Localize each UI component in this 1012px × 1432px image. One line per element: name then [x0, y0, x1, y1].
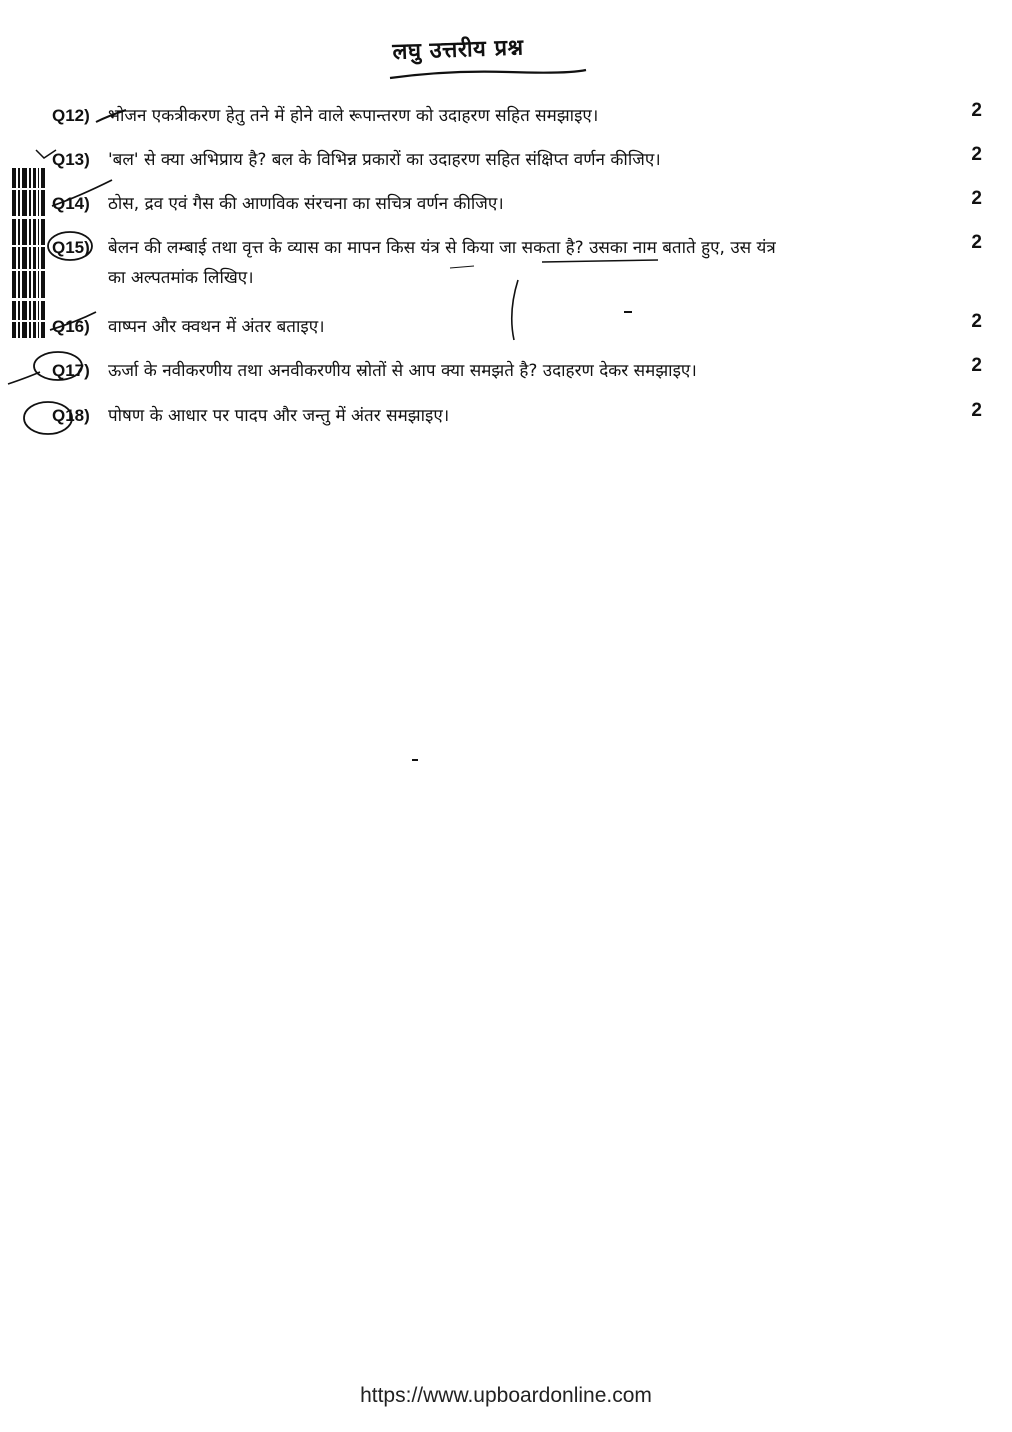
barcode-strip: [12, 168, 48, 338]
question-17: [52, 356, 932, 386]
question-marks: 2: [971, 232, 982, 253]
question-number: Q15): [52, 238, 90, 257]
question-16: [52, 312, 932, 342]
question-text: वाष्पन और क्वथन में अंतर बताइए।: [108, 317, 325, 337]
question-text: ऊर्जा के नवीकरणीय तथा अनवीकरणीय स्रोतों से आप क्या समझते है? उदाहरण देकर समझाइए।: [108, 361, 697, 381]
question-text: बेलन की लम्बाई तथा वृत्त के व्यास का मापन किस यंत्र से किया जा सकता है? उसका नाम बताते हुए, उस यंत्र: [108, 238, 776, 258]
question-number: Q13): [52, 150, 90, 169]
question-15: [52, 233, 932, 293]
question-text: पोषण के आधार पर पादप और जन्तु में अंतर समझाइए।: [108, 406, 450, 426]
question-number: Q14): [52, 194, 90, 213]
question-14: [52, 189, 932, 219]
question-12: [52, 101, 932, 131]
question-text: ठोस, द्रव एवं गैस की आणविक संरचना का सचित्र वर्णन कीजिए।: [108, 194, 504, 214]
question-marks: 2: [971, 188, 982, 209]
question-text-continued: का अल्पतमांक लिखिए।: [108, 268, 254, 288]
footer-url: https://www.upboardonline.com: [360, 1384, 652, 1407]
question-13: [52, 145, 932, 175]
question-text: भोजन एकत्रीकरण हेतु तने में होने वाले रूपान्तरण को उदाहरण सहित समझाइए।: [108, 106, 599, 126]
question-number: Q17): [52, 361, 90, 380]
question-number: Q18): [52, 406, 90, 425]
question-marks: 2: [971, 400, 982, 421]
section-title-underline: [388, 66, 588, 82]
section-title: लघु उत्तरीय प्रश्न: [392, 35, 524, 65]
question-18: [52, 401, 932, 431]
question-marks: 2: [971, 355, 982, 376]
question-number: Q12): [52, 106, 90, 125]
question-marks: 2: [971, 144, 982, 165]
question-marks: 2: [971, 100, 982, 121]
question-number: Q16): [52, 317, 90, 336]
question-text: 'बल' से क्या अभिप्राय है? बल के विभिन्न प्रकारों का उदाहरण सहित संक्षिप्त वर्णन कीजिए।: [108, 150, 661, 170]
question-marks: 2: [971, 311, 982, 332]
